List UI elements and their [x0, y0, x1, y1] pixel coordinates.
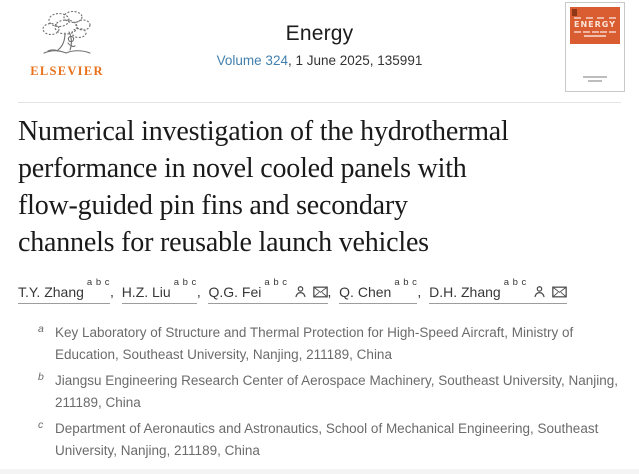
article-title-line: performance in novel cooled panels with [18, 153, 467, 184]
journal-name[interactable]: Energy [285, 22, 354, 45]
article-title-line: Numerical investigation of the hydrothermal [18, 116, 509, 147]
author-name: Q. Chen [339, 283, 392, 300]
author-name: T.Y. Zhang [18, 283, 84, 300]
cover-mini-logo [572, 9, 577, 16]
author-link[interactable] [429, 277, 567, 304]
journal-cover-thumbnail[interactable] [565, 2, 625, 92]
journal-meta [120, 22, 519, 68]
journal-cover-art [570, 7, 620, 44]
issue-line [120, 53, 519, 68]
cover-text-row [570, 31, 620, 33]
author-separator: , [417, 283, 426, 300]
author-entry [121, 277, 205, 304]
bottom-strip [0, 469, 639, 474]
affiliation-text: Department of Aeronautics and Astronautics, School of Mechanical Engineering, Southeast University, Nanjing, 211189, China [55, 420, 599, 458]
affiliation-list [18, 322, 623, 462]
publisher-name: ELSEVIER [30, 64, 104, 78]
envelope-icon[interactable] [313, 285, 328, 301]
author-separator: , [327, 283, 336, 300]
cover-text-row [570, 17, 620, 19]
author-entry [429, 277, 567, 304]
article-title [18, 113, 623, 261]
affiliation-text: Jiangsu Engineering Research Center of Aerospace Machinery, Southeast University, Nanjing, 211189, China [55, 372, 619, 410]
author-entry [18, 277, 118, 304]
author-link[interactable] [339, 277, 418, 304]
cover-journal-title: ENERGY [574, 20, 616, 29]
affiliation-sup: c [38, 418, 44, 431]
elsevier-logo[interactable] [24, 8, 110, 79]
author-affil-sup: a b c [503, 277, 527, 288]
article-content [18, 111, 623, 466]
author-link[interactable] [121, 277, 197, 304]
author-entry [208, 277, 336, 304]
author-entry [339, 277, 426, 304]
author-affil-sup: a b c [264, 277, 288, 288]
affiliation-item [18, 370, 623, 414]
article-title-line: flow-guided pin fins and secondary [18, 190, 408, 221]
envelope-icon[interactable] [552, 285, 567, 301]
issue-info: , 1 June 2025, 135991 [287, 53, 423, 68]
person-icon[interactable] [533, 285, 546, 301]
author-separator: , [110, 283, 118, 300]
elsevier-tree-icon [38, 8, 96, 58]
author-affil-sup: a b c [86, 277, 111, 288]
author-affil-sup: a b c [394, 277, 418, 288]
affiliation-item [18, 418, 623, 462]
author-name: D.H. Zhang [429, 283, 501, 300]
journal-header [0, 0, 639, 102]
cover-footer-text [566, 76, 624, 82]
author-link[interactable] [18, 277, 111, 304]
author-list [18, 277, 623, 301]
cover-subline [584, 35, 606, 37]
author-affil-sup: a b c [173, 277, 197, 288]
person-icon[interactable] [294, 285, 307, 301]
affiliation-text: Key Laboratory of Structure and Thermal Protection for High-Speed Aircraft, Ministry of Education, Southeast University, Nanjing, 211189, China [55, 324, 574, 362]
author-name: Q.G. Fei [208, 283, 262, 300]
volume-link[interactable]: Volume 324 [216, 53, 288, 68]
author-name: H.Z. Liu [121, 283, 171, 300]
article-title-line: channels for reusable launch vehicles [18, 227, 429, 258]
author-separator: , [196, 283, 205, 300]
header-divider [18, 102, 621, 103]
author-link[interactable] [208, 277, 327, 304]
affiliation-item [18, 322, 623, 366]
affiliation-sup: b [38, 370, 44, 383]
affiliation-sup: a [38, 322, 44, 335]
